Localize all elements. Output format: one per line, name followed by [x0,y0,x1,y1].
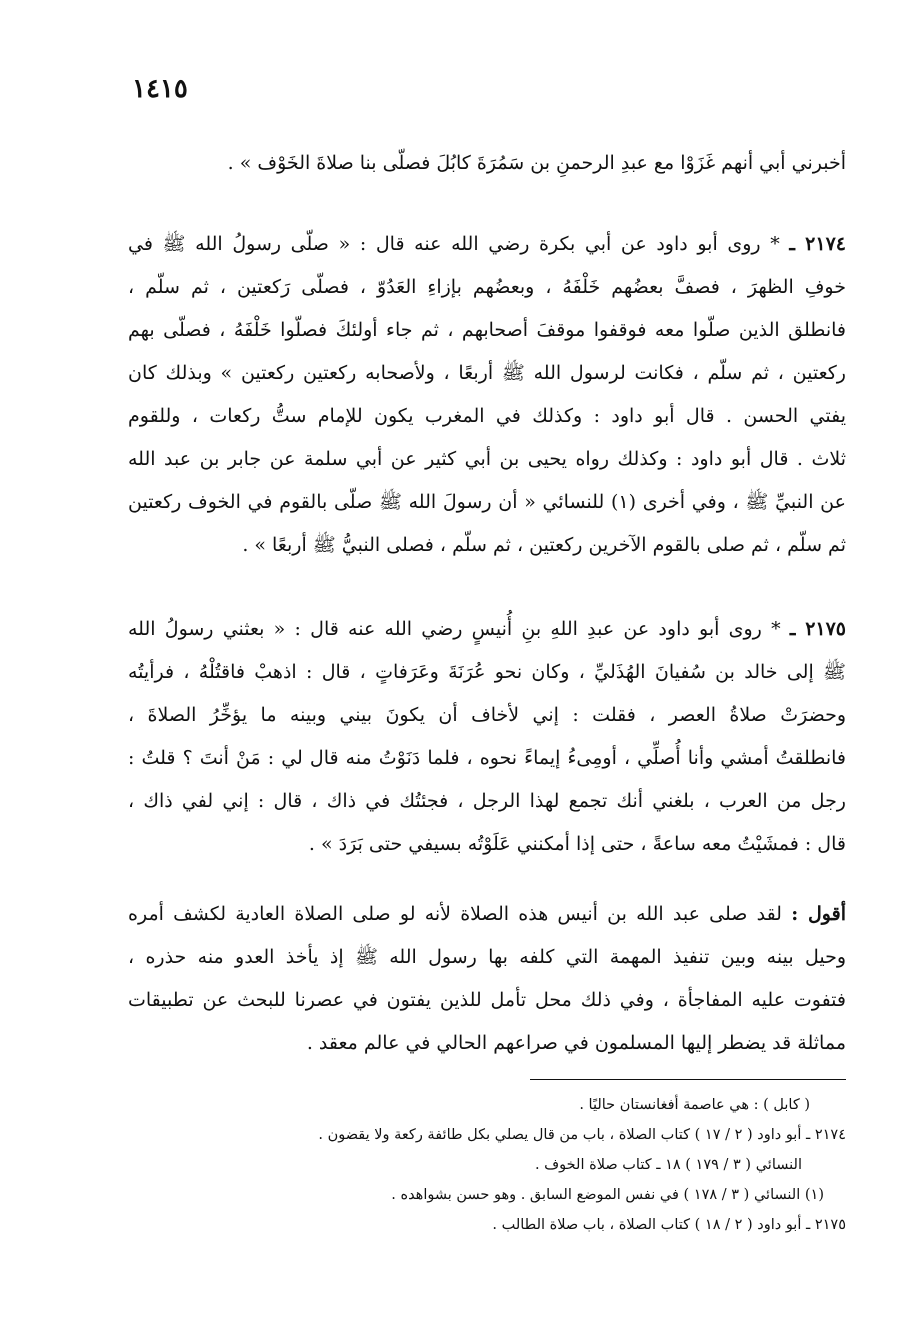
hadith-line: ٢١٧٤ ـ * روى أبو داود عن أبي بكرة رضي الله عنه قال : « صلّى رسولُ الله ﷺ في [128,233,846,255]
commentary-line: مماثلة قد يضطر إليها المسلمون في صراعهم الحالي في عالم معقد . [306,1032,846,1054]
hadith-line: يفتي الحسن . قال أبو داود : وكذلك في المغرب يكون للإمام ستُّ ركعات ، وللقوم [128,405,846,427]
hadith-line: ﷺ إلى خالد بن سُفيانَ الهُذَليِّ ، وكان نحو عُرَنَةَ وعَرَفاتٍ ، قال : اذهبْ فاقتُلْهُ ، فرأيتُه [128,661,846,683]
footnote: ٢١٧٤ ـ أبو داود ( ٢ / ١٧ ) كتاب الصلاة ، باب من قال يصلي بكل طائفة ركعة ولا يقضون . [318,1127,846,1143]
hadith-line: ٢١٧٥ ـ * روى أبو داود عن عبدِ اللهِ بنِ أُنيسٍ رضي الله عنه قال : « بعثني رسولُ الله [128,618,846,640]
hadith-line: وحضرَتْ صلاةُ العصر ، فقلت : إني لأخاف أن يكونَ بيني وبينه ما يؤخِّرُ الصلاةَ ، [128,704,846,726]
commentary-label: أقول : [791,903,846,925]
footnotes [128,1090,846,1240]
hadith-line: رجل من العرب ، بلغني أنك تجمع لهذا الرجل ، فجئتُك في ذاك ، قال : إني لفي ذاك ، [128,790,846,812]
hadith-line: ثلاث . قال أبو داود : وكذلك رواه يحيى بن أبي كثير عن أبي سلمة عن جابر بن عبد الله [128,448,846,470]
intro-paragraph [128,142,846,185]
hadith-line: قال : فمشَيْتُ معه ساعةً ، حتى إذا أمكنني عَلَوْتُه بسيفي حتى بَرَدَ » . [308,833,846,855]
commentary-line: أقول : لقد صلى عبد الله بن أنيس هذه الصلاة لأنه لو صلى الصلاة العادية لكشف أمره [128,903,846,925]
hadith-line: ركعتين ، ثم سلّم ، فكانت لرسول الله ﷺ أربعًا ، ولأصحابه ركعتين ركعتين » وبذلك كان [128,362,846,384]
hadith-line: فانطلق الذين صلّوا معه فوقفوا موقفَ أصحابهم ، ثم جاء أولئكَ فصلّوا خَلْفَهُ ، فصلّى بهم [128,319,846,341]
commentary-line: فتفوت عليه المفاجأة ، وفي ذلك محل تأمل للذين يفتون في عصرنا للبحث عن تطبيقات [128,989,846,1011]
hadith-line: فانطلقتُ أمشي وأنا أُصلِّي ، أومِىءُ إيماءً نحوه ، فلما دَنَوْتُ منه قال لي : مَنْ أنتَ ؟ قلتُ : [128,747,846,769]
footnote: ( كابل ) : هي عاصمة أفغانستان حاليًا . [579,1097,810,1113]
hadith-2174 [128,223,846,567]
hadith-number: ٢١٧٤ ـ [789,233,846,255]
footnote: (١) النسائي ( ٣ / ١٧٨ ) في نفس الموضع السابق . وهو حسن بشواهده . [391,1187,824,1203]
footnote-divider [530,1079,846,1080]
footnote: ٢١٧٥ ـ أبو داود ( ٢ / ١٨ ) كتاب الصلاة ، باب صلاة الطالب . [492,1217,846,1233]
intro-line: أخبرني أبي أنهم غَزَوْا مع عبدِ الرحمنِ بن سَمُرَةَ كابُلَ فصلّى بنا صلاةَ الخَوْف » . [227,152,846,174]
hadith-line: عن النبيِّ ﷺ ، وفي أخرى (١) للنسائي « أن رسولَ الله ﷺ صلّى بالقوم في الخوف ركعتين [128,491,846,513]
page-number: ١٤١٥ [132,74,188,104]
footnote: النسائي ( ٣ / ١٧٩ ) ١٨ ـ كتاب صلاة الخوف . [534,1157,802,1173]
hadith-line: خوفِ الظهرَ ، فصفَّ بعضُهم خَلْفَهُ ، وبعضُهم بإزاءِ العَدُوّ ، فصلّى رَكعتين ، ثم سلّم ، [128,276,846,298]
hadith-line: ثم سلّم ، ثم صلى بالقوم الآخرين ركعتين ، ثم سلّم ، فصلى النبيُّ ﷺ أربعًا » . [242,534,846,556]
hadith-2175 [128,608,846,866]
hadith-number: ٢١٧٥ ـ [789,618,846,640]
commentary-line: وحيل بينه وبين تنفيذ المهمة التي كلفه بها رسول الله ﷺ إذ يأخذ العدو منه حذره ، [128,946,846,968]
commentary-paragraph [128,893,846,1065]
